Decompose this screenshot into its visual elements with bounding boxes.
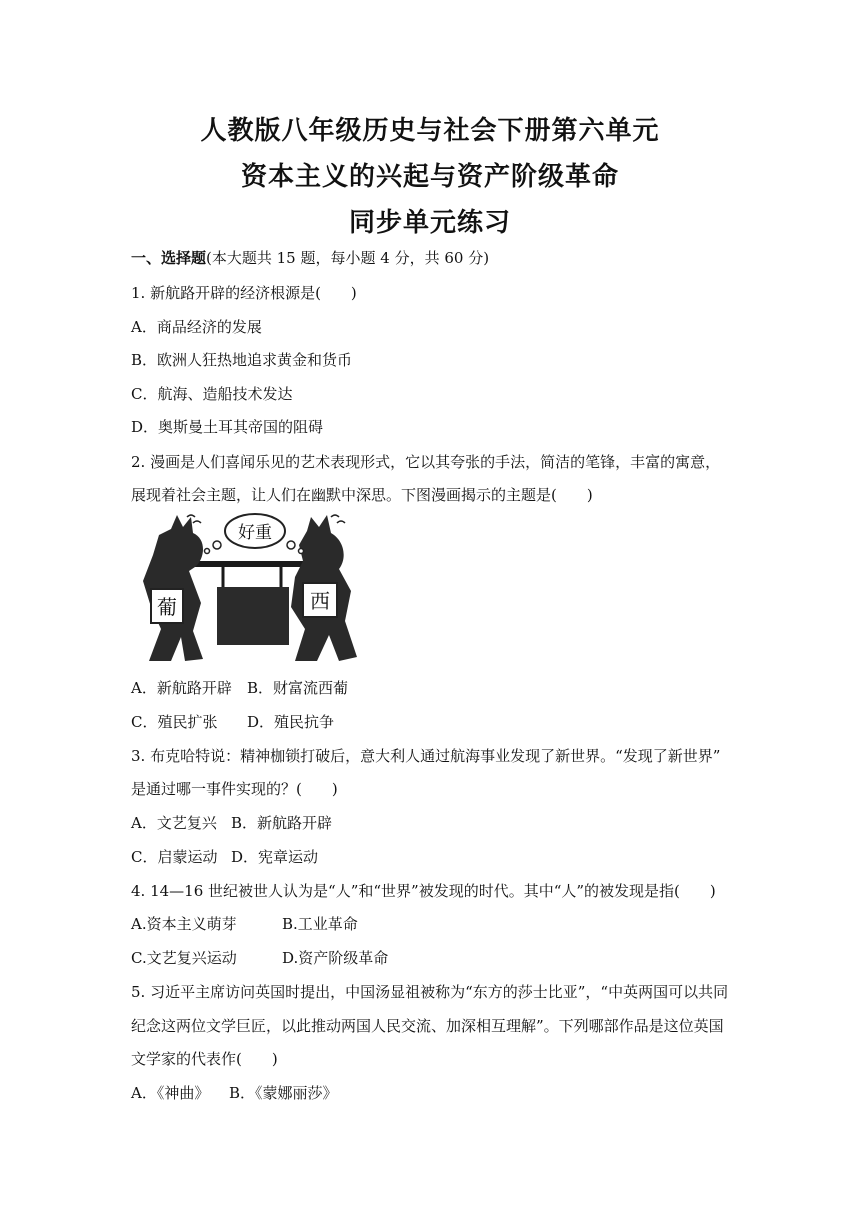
section-heading: 一、选择题	[131, 249, 207, 267]
q5-option-a: A．《神曲》	[131, 1084, 210, 1102]
q2-stem-line-1: 2. 漫画是人们喜闻乐见的艺术表现形式，它以其夸张的手法，简洁的笔锋，丰富的寓意，	[131, 453, 721, 471]
q5-stem-line-3: 文学家的代表作( )	[131, 1050, 278, 1068]
q3-option-a: A．文艺复兴	[131, 814, 217, 832]
q3-options-row-1	[131, 812, 332, 833]
q4-option-d: D.资产阶级革命	[282, 949, 389, 967]
q3-option-b: B．新航路开辟	[231, 814, 333, 832]
thought-bubble	[205, 514, 304, 554]
q2-option-c: C．殖民扩张	[131, 713, 218, 731]
q3-stem-line-1: 3. 布克哈特说：精神枷锁打破后，意大利人通过航海事业发现了新世界。“发现了新世界”	[131, 747, 721, 765]
q4-options-row-2	[131, 947, 388, 968]
q2-stem-line-2: 展现着社会主题，让人们在幽默中深思。下图漫画揭示的主题是( )	[131, 486, 593, 504]
q2-options-row-2	[131, 711, 334, 732]
sweat-marks-right	[331, 515, 345, 523]
q1-option-d: D．奥斯曼土耳其帝国的阻碍	[131, 418, 324, 436]
left-figure	[143, 515, 203, 661]
q3-option-d: D．宪章运动	[231, 848, 319, 866]
section-info: (本大题共 15 题，每小题 4 分，共 60 分)	[206, 249, 490, 267]
q1-option-c: C．航海、造船技术发达	[131, 385, 293, 403]
q2-option-b: B．财富流西葡	[247, 679, 349, 697]
q2-option-a: A．新航路开辟	[131, 679, 232, 697]
bubble-text: 好重	[238, 523, 272, 543]
q4-options-row-1	[131, 913, 358, 934]
cartoon-image	[131, 511, 367, 667]
q5-option-b: B．《蒙娜丽莎》	[229, 1084, 338, 1102]
q1-option-b: B．欧洲人狂热地追求黄金和货币	[131, 351, 353, 369]
right-sign-label: 西	[310, 589, 330, 613]
q5-stem-line-2: 纪念这两位文学巨匠，以此推动两国人民交流、加深相互理解”。下列哪部作品是这位英国	[131, 1017, 724, 1035]
right-figure	[291, 515, 357, 661]
q1-option-a: A．商品经济的发展	[131, 318, 262, 336]
q4-stem: 4. 14—16 世纪被世人认为是“人”和“世界”被发现的时代。其中“人”的被发现是指( )	[131, 882, 716, 900]
heavy-load	[217, 587, 289, 645]
q4-option-b: B.工业革命	[282, 915, 358, 933]
q1-stem: 1. 新航路开辟的经济根源是( )	[131, 284, 357, 302]
q2-options-row-1	[131, 677, 348, 698]
title-line-2: 资本主义的兴起与资产阶级革命	[240, 162, 619, 192]
title-line-1: 人教版八年级历史与社会下册第六单元	[200, 116, 660, 146]
q2-option-d: D．殖民抗争	[247, 713, 335, 731]
q4-option-a: A.资本主义萌芽	[131, 915, 237, 933]
section-header	[131, 247, 489, 268]
title-line-3: 同步单元练习	[348, 208, 511, 238]
q5-options-row-1	[131, 1082, 338, 1103]
q3-stem-line-2: 是通过哪一事件实现的？( )	[131, 780, 338, 798]
left-sign-label: 葡	[157, 595, 177, 619]
q4-option-c: C.文艺复兴运动	[131, 949, 237, 967]
q3-options-row-2	[131, 846, 318, 867]
q5-stem-line-1: 5. 习近平主席访问英国时提出，中国汤显祖被称为“东方的莎士比亚”，“中英两国可以共同	[131, 983, 729, 1001]
q3-option-c: C．启蒙运动	[131, 848, 218, 866]
